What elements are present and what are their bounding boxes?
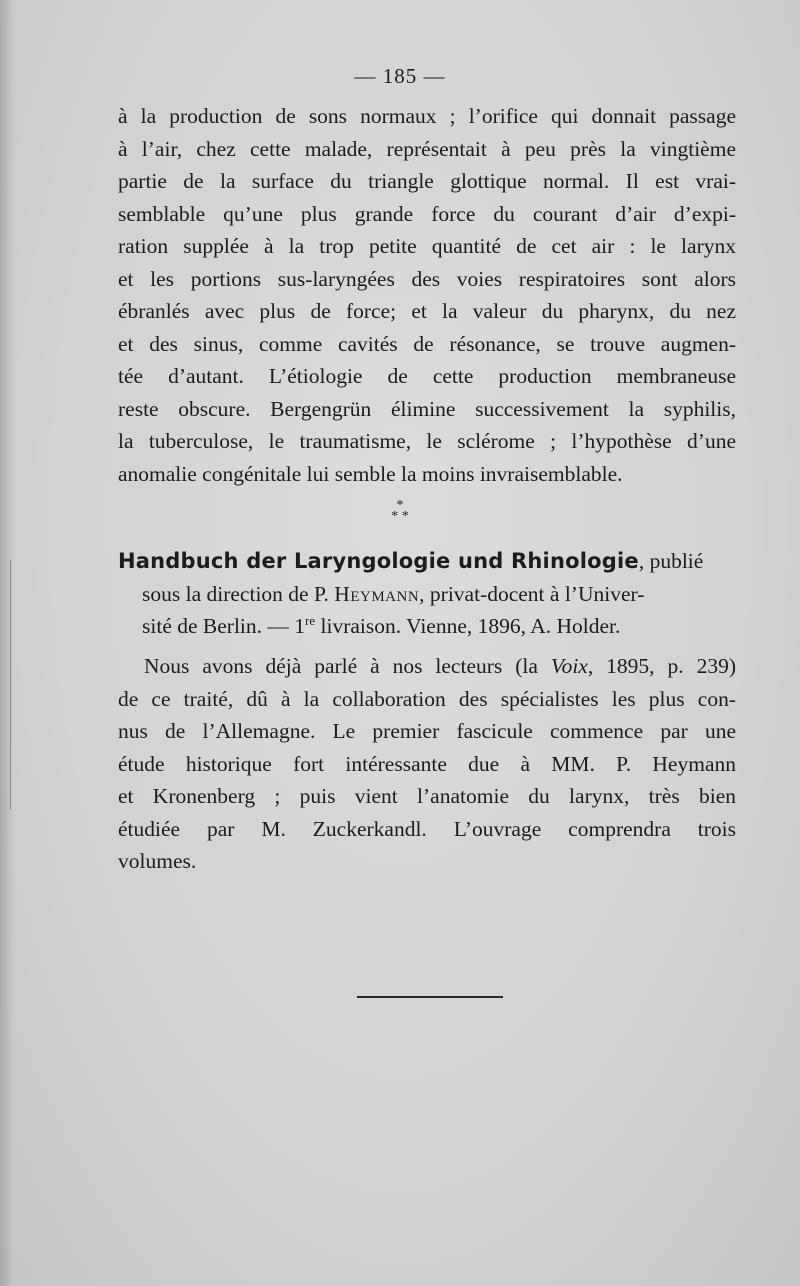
- book-line2-start: sous la direction de P.: [142, 581, 335, 606]
- paragraph-1-line: la tuberculose, le traumatisme, le sclérome ; l’hypothèse d’une: [118, 429, 736, 453]
- paragraph-1-line: à la production de sons normaux ; l’orifice qui donnait passage: [118, 104, 736, 128]
- paragraph-2-line: et Kronenberg ; puis vient l’anatomie du larynx, très bien: [118, 784, 736, 808]
- gutter-shadow: [0, 0, 14, 1286]
- paragraph-2-line1-end: , 1895, p. 239): [587, 654, 736, 678]
- paragraph-2: [118, 650, 736, 878]
- asterism-top: *: [396, 498, 404, 513]
- paragraph-1-line: à l’air, chez cette malade, représentait à peu près la vingtième: [118, 136, 736, 161]
- book-after-title: , publié: [638, 549, 704, 573]
- paragraph-1-line: anomalie congénitale lui semble la moins invraisemblable.: [118, 461, 623, 486]
- book-entry-line-1: [118, 545, 736, 578]
- page-number: — 185 —: [354, 64, 446, 88]
- paragraph-2-line: étude historique fort intéressante due à MM. P. Heymann: [118, 751, 736, 776]
- paragraph-1-line: semblable qu’une plus grande force du courant d’air d’expi-: [118, 201, 736, 226]
- paragraph-2-line: volumes.: [118, 849, 197, 873]
- paragraph-2-line: de ce traité, dû à la collaboration des spécialistes les plus con-: [118, 686, 736, 711]
- paragraph-1-line: partie de la surface du triangle glottique normal. Il est vrai-: [118, 169, 736, 193]
- paragraph-1-line: tée d’autant. L’étiologie de cette production membraneuse: [118, 364, 736, 388]
- book-title: Handbuch der Laryngologie und Rhinologie: [118, 549, 639, 573]
- book-line2-end: , privat-docent à l’Univer-: [419, 581, 645, 606]
- book-entry-line-3: [118, 610, 736, 643]
- paragraph-1-line: ébranlés avec plus de force; et la valeur du pharynx, du nez: [118, 299, 736, 323]
- paragraph-2-line: nus de l’Allemagne. Le premier fascicule commence par une: [118, 719, 736, 743]
- paragraph-2-line: étudiée par M. Zuckerkandl. L’ouvrage comprendra trois: [118, 816, 736, 841]
- gutter-line: [10, 560, 11, 810]
- book-line3-superscript: re: [305, 612, 316, 628]
- journal-title: Voix: [550, 654, 588, 678]
- paragraph-1-line: et les portions sus-laryngées des voies respiratoires sont alors: [118, 266, 736, 291]
- paragraph-1-line: reste obscure. Bergengrün élimine successivement la syphilis,: [118, 396, 736, 421]
- book-entry-line-2: [118, 578, 736, 611]
- paragraph-1-line: ration supplée à la trop petite quantité de cet air : le larynx: [118, 234, 736, 258]
- paragraph-1: [118, 100, 736, 490]
- book-line3-end: livraison. Vienne, 1896, A. Holder.: [315, 614, 621, 638]
- paragraph-2-line1-start: Nous avons déjà parlé à nos lecteurs (la: [144, 654, 551, 678]
- paragraph-2-line: [118, 650, 736, 683]
- section-rule: [357, 996, 503, 998]
- paragraph-1-line: et des sinus, comme cavités de résonance, se trouve augmen-: [118, 331, 736, 356]
- asterism-bottom: * *: [391, 509, 409, 524]
- book-author: Heymann: [334, 581, 420, 606]
- book-line3-start: sité de Berlin. — 1: [142, 614, 306, 638]
- book-entry: [118, 545, 736, 643]
- asterism: [0, 500, 800, 522]
